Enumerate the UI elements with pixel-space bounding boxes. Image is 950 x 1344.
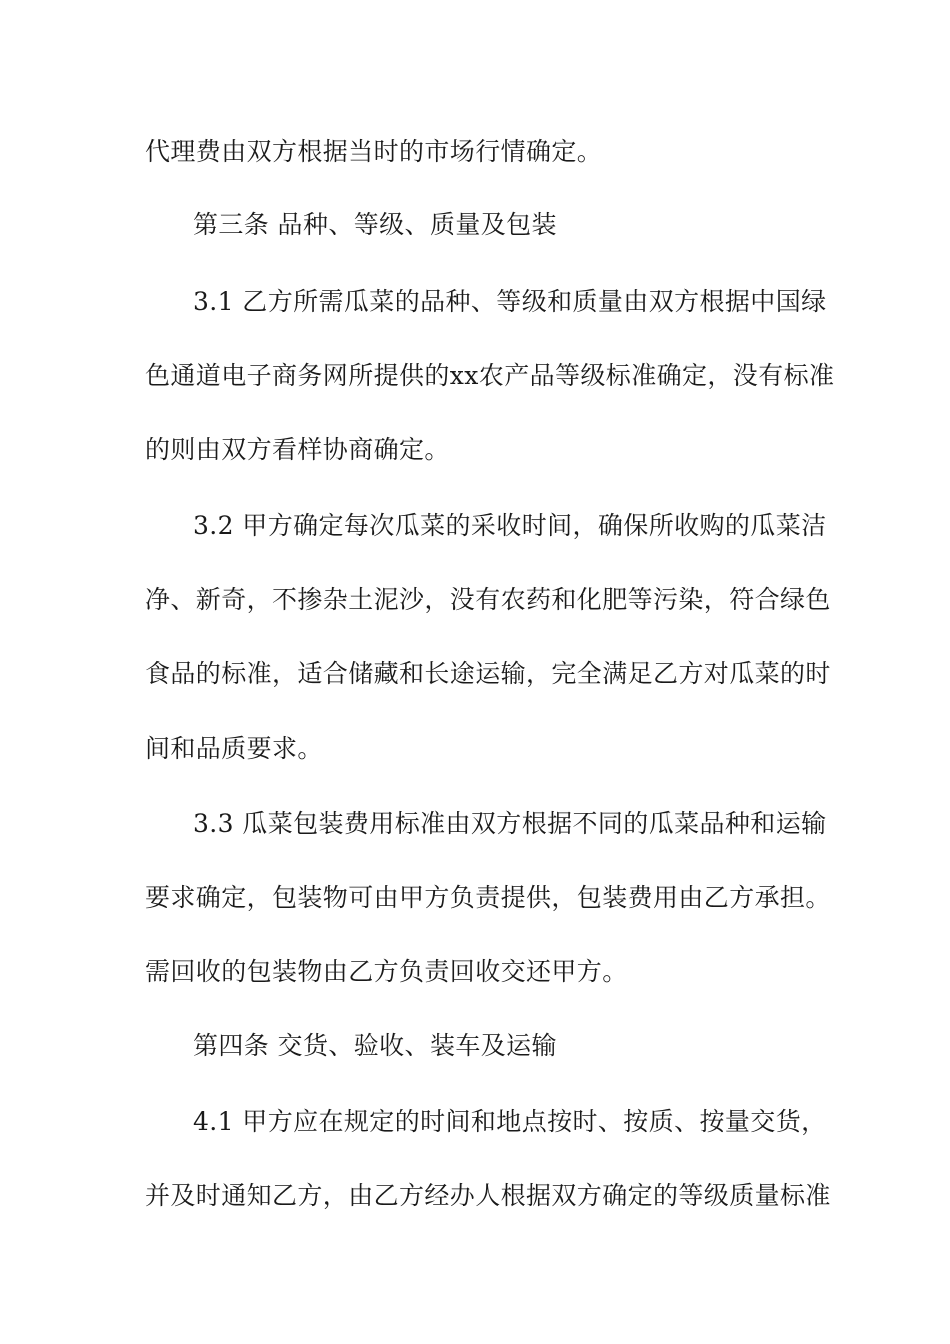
clause-line: 3.2 甲方确定每次瓜菜的采收时间，确保所收购的瓜菜洁 <box>193 511 827 540</box>
clause-line: 4.1 甲方应在规定的时间和地点按时、按质、按量交货， <box>193 1107 827 1136</box>
article-heading: 第三条 品种、等级、质量及包装 <box>193 210 557 239</box>
paragraph-line: 色通道电子商务网所提供的xx农产品等级标准确定，没有标准 <box>145 361 835 390</box>
paragraph-line: 的则由双方看样协商确定。 <box>145 435 450 464</box>
paragraph-line: 要求确定，包装物可由甲方负责提供，包装费用由乙方承担。 <box>145 883 831 912</box>
clause-line: 3.1 乙方所需瓜菜的品种、等级和质量由双方根据中国绿 <box>193 287 827 316</box>
paragraph-line: 食品的标准，适合储藏和长途运输，完全满足乙方对瓜菜的时 <box>145 659 831 688</box>
paragraph-line: 净、新奇，不掺杂土泥沙，没有农药和化肥等污染，符合绿色 <box>145 585 831 614</box>
paragraph-line: 需回收的包装物由乙方负责回收交还甲方。 <box>145 957 628 986</box>
paragraph-line: 间和品质要求。 <box>145 734 323 763</box>
paragraph-line: 代理费由双方根据当时的市场行情确定。 <box>145 137 603 166</box>
clause-line: 3.3 瓜菜包装费用标准由双方根据不同的瓜菜品种和运输 <box>193 809 827 838</box>
paragraph-line: 并及时通知乙方，由乙方经办人根据双方确定的等级质量标准 <box>145 1181 831 1210</box>
article-heading: 第四条 交货、验收、装车及运输 <box>193 1031 557 1060</box>
